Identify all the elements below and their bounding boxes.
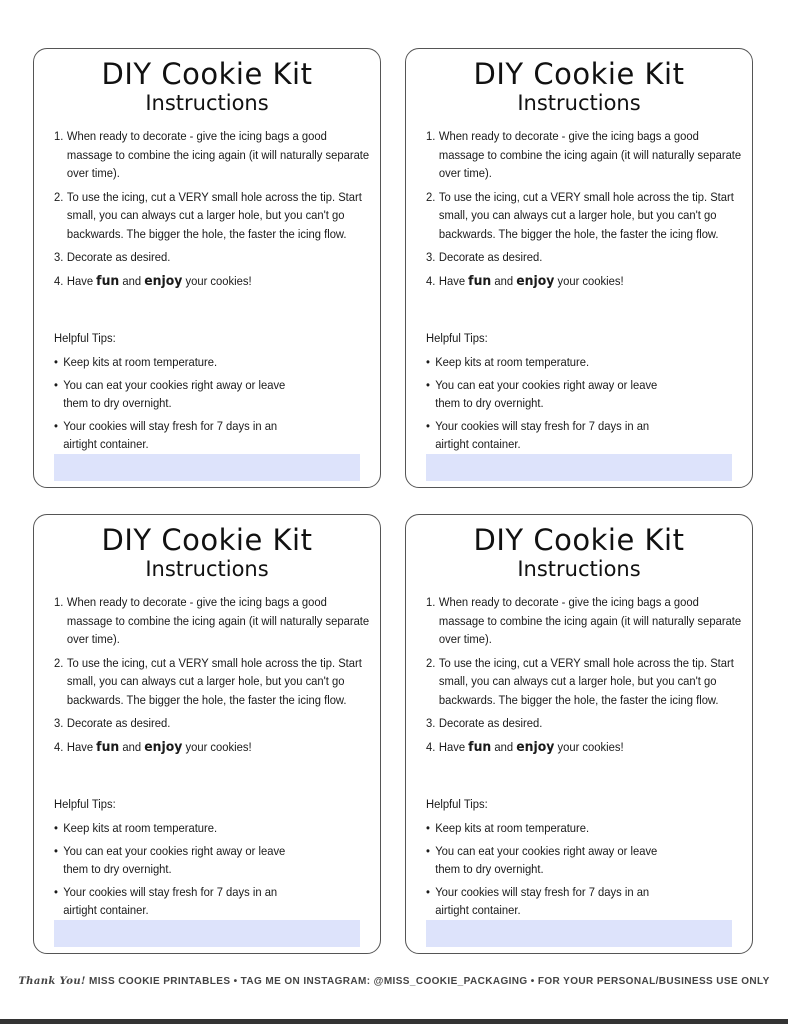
- step-text-pre: Have: [438, 739, 469, 754]
- step-text: Decorate as desired.: [66, 250, 171, 264]
- bullet-icon: •: [54, 418, 58, 433]
- step-text-post: your cookies!: [554, 273, 624, 288]
- card-subtitle: Instructions: [517, 91, 641, 115]
- step-number: 4.: [426, 739, 436, 754]
- card-title: DIY Cookie Kit: [473, 523, 685, 557]
- tips-list: [54, 353, 358, 458]
- fun-word: fun: [96, 738, 120, 755]
- bottom-divider: [0, 1019, 788, 1024]
- name-label-box: [426, 920, 732, 947]
- enjoy-word: enjoy: [144, 738, 183, 755]
- footer-thanks: Thank You!: [18, 976, 86, 987]
- tip-text: Keep kits at room temperature.: [435, 355, 590, 369]
- bullet-icon: •: [426, 821, 430, 835]
- step-text: To use the icing, cut a VERY small hole across the tip. Start small, you can always cut a larger hole, but you can't go backwards. The bigger the hole, the faster the icing flow.: [66, 655, 362, 707]
- step-number: 1.: [54, 129, 64, 143]
- fun-word: fun: [96, 272, 120, 289]
- bullet-icon: •: [426, 418, 430, 433]
- bullet-icon: •: [426, 377, 430, 392]
- tips-list: [426, 353, 730, 458]
- tip-text: You can eat your cookies right away or leave them to dry overnight.: [435, 377, 658, 410]
- step-text-post: your cookies!: [182, 739, 252, 754]
- step-item: [54, 714, 371, 733]
- tips-heading: Helpful Tips:: [54, 797, 116, 811]
- step-item: [426, 593, 743, 649]
- step-text-mid: and: [119, 273, 145, 288]
- step-number: 1.: [426, 595, 436, 609]
- bullet-icon: •: [54, 821, 58, 835]
- step-item: [426, 188, 743, 244]
- footer-text: MISS COOKIE PRINTABLES • TAG ME ON INSTAGRAM: @MISS_COOKIE_PACKAGING • FOR YOUR PERSONAL/BUSINESS USE ONLY: [88, 976, 770, 987]
- steps-list: [426, 593, 743, 761]
- card-title: DIY Cookie Kit: [473, 57, 685, 91]
- step-text-mid: and: [491, 739, 517, 754]
- tips-heading: Helpful Tips:: [426, 797, 488, 811]
- tip-item: [426, 842, 684, 879]
- card-subtitle: Instructions: [145, 91, 269, 115]
- bullet-icon: •: [54, 843, 58, 858]
- step-item: [54, 272, 371, 291]
- tip-item: [54, 883, 312, 920]
- tip-item: [54, 819, 312, 838]
- step-number: 1.: [54, 595, 64, 609]
- name-label-box: [54, 920, 360, 947]
- step-text-pre: Have: [66, 273, 97, 288]
- step-text: To use the icing, cut a VERY small hole across the tip. Start small, you can always cut a larger hole, but you can't go backwards. The bigger the hole, the faster the icing flow.: [66, 189, 362, 241]
- tip-item: [54, 417, 312, 454]
- step-text: When ready to decorate - give the icing bags a good massage to combine the icing again (it will naturally separate over time).: [438, 129, 742, 180]
- tips-heading: Helpful Tips:: [426, 331, 488, 345]
- steps-list: [54, 127, 371, 295]
- step-number: 2.: [426, 655, 436, 670]
- step-number: 1.: [426, 129, 436, 143]
- step-text: Decorate as desired.: [66, 716, 171, 730]
- step-number: 3.: [54, 716, 64, 730]
- step-number: 4.: [54, 739, 64, 754]
- tip-text: Keep kits at room temperature.: [63, 821, 218, 835]
- bullet-icon: •: [426, 884, 430, 899]
- bullet-icon: •: [426, 355, 430, 369]
- tip-text: You can eat your cookies right away or leave them to dry overnight.: [435, 843, 658, 876]
- step-item: [426, 654, 743, 710]
- step-text: Decorate as desired.: [438, 250, 543, 264]
- name-label-box: [54, 454, 360, 481]
- tip-item: [426, 883, 684, 920]
- step-item: [54, 593, 371, 649]
- step-number: 2.: [426, 189, 436, 204]
- tip-item: [426, 417, 684, 454]
- step-text: To use the icing, cut a VERY small hole across the tip. Start small, you can always cut a larger hole, but you can't go backwards. The bigger the hole, the faster the icing flow.: [438, 189, 734, 241]
- tip-item: [54, 353, 312, 372]
- tip-text: Your cookies will stay fresh for 7 days in an airtight container.: [435, 884, 650, 917]
- tip-text: Your cookies will stay fresh for 7 days in an airtight container.: [63, 418, 278, 451]
- card-title: DIY Cookie Kit: [101, 57, 313, 91]
- tip-item: [426, 819, 684, 838]
- card-subtitle: Instructions: [517, 557, 641, 581]
- name-label-box: [426, 454, 732, 481]
- step-number: 3.: [426, 716, 436, 730]
- step-item: [426, 248, 743, 267]
- tips-list: [426, 819, 730, 924]
- bullet-icon: •: [54, 377, 58, 392]
- bullet-icon: •: [426, 843, 430, 858]
- step-number: 3.: [54, 250, 64, 264]
- step-item: [426, 714, 743, 733]
- tip-item: [426, 376, 684, 413]
- enjoy-word: enjoy: [516, 738, 555, 755]
- step-text-pre: Have: [66, 739, 97, 754]
- tip-text: Your cookies will stay fresh for 7 days in an airtight container.: [63, 884, 278, 917]
- tip-text: You can eat your cookies right away or leave them to dry overnight.: [63, 843, 286, 876]
- step-item: [54, 248, 371, 267]
- tip-text: Keep kits at room temperature.: [435, 821, 590, 835]
- card-title: DIY Cookie Kit: [101, 523, 313, 557]
- step-text: When ready to decorate - give the icing bags a good massage to combine the icing again (it will naturally separate over time).: [66, 129, 370, 180]
- tips-heading: Helpful Tips:: [54, 331, 116, 345]
- footer-credit: [0, 976, 788, 987]
- enjoy-word: enjoy: [516, 272, 555, 289]
- step-text-post: your cookies!: [182, 273, 252, 288]
- tip-text: Keep kits at room temperature.: [63, 355, 218, 369]
- step-number: 3.: [426, 250, 436, 264]
- step-number: 2.: [54, 189, 64, 204]
- step-text-mid: and: [491, 273, 517, 288]
- card-subtitle: Instructions: [145, 557, 269, 581]
- tip-text: Your cookies will stay fresh for 7 days in an airtight container.: [435, 418, 650, 451]
- tip-item: [54, 842, 312, 879]
- step-item: [426, 272, 743, 291]
- step-text: When ready to decorate - give the icing bags a good massage to combine the icing again (it will naturally separate over time).: [438, 595, 742, 646]
- step-text: Decorate as desired.: [438, 716, 543, 730]
- step-number: 2.: [54, 655, 64, 670]
- instruction-card: [33, 48, 381, 488]
- enjoy-word: enjoy: [144, 272, 183, 289]
- step-item: [426, 738, 743, 757]
- step-text-mid: and: [119, 739, 145, 754]
- step-item: [54, 188, 371, 244]
- tip-item: [426, 353, 684, 372]
- step-item: [426, 127, 743, 183]
- step-item: [54, 127, 371, 183]
- step-item: [54, 738, 371, 757]
- step-text-post: your cookies!: [554, 739, 624, 754]
- steps-list: [426, 127, 743, 295]
- step-number: 4.: [426, 273, 436, 288]
- steps-list: [54, 593, 371, 761]
- step-text: When ready to decorate - give the icing bags a good massage to combine the icing again (it will naturally separate over time).: [66, 595, 370, 646]
- step-text-pre: Have: [438, 273, 469, 288]
- step-number: 4.: [54, 273, 64, 288]
- step-item: [54, 654, 371, 710]
- fun-word: fun: [468, 738, 492, 755]
- instruction-card: [405, 48, 753, 488]
- bullet-icon: •: [54, 884, 58, 899]
- instruction-card: [405, 514, 753, 954]
- step-text: To use the icing, cut a VERY small hole across the tip. Start small, you can always cut a larger hole, but you can't go backwards. The bigger the hole, the faster the icing flow.: [438, 655, 734, 707]
- tips-list: [54, 819, 358, 924]
- fun-word: fun: [468, 272, 492, 289]
- instruction-card: [33, 514, 381, 954]
- bullet-icon: •: [54, 355, 58, 369]
- tip-text: You can eat your cookies right away or leave them to dry overnight.: [63, 377, 286, 410]
- tip-item: [54, 376, 312, 413]
